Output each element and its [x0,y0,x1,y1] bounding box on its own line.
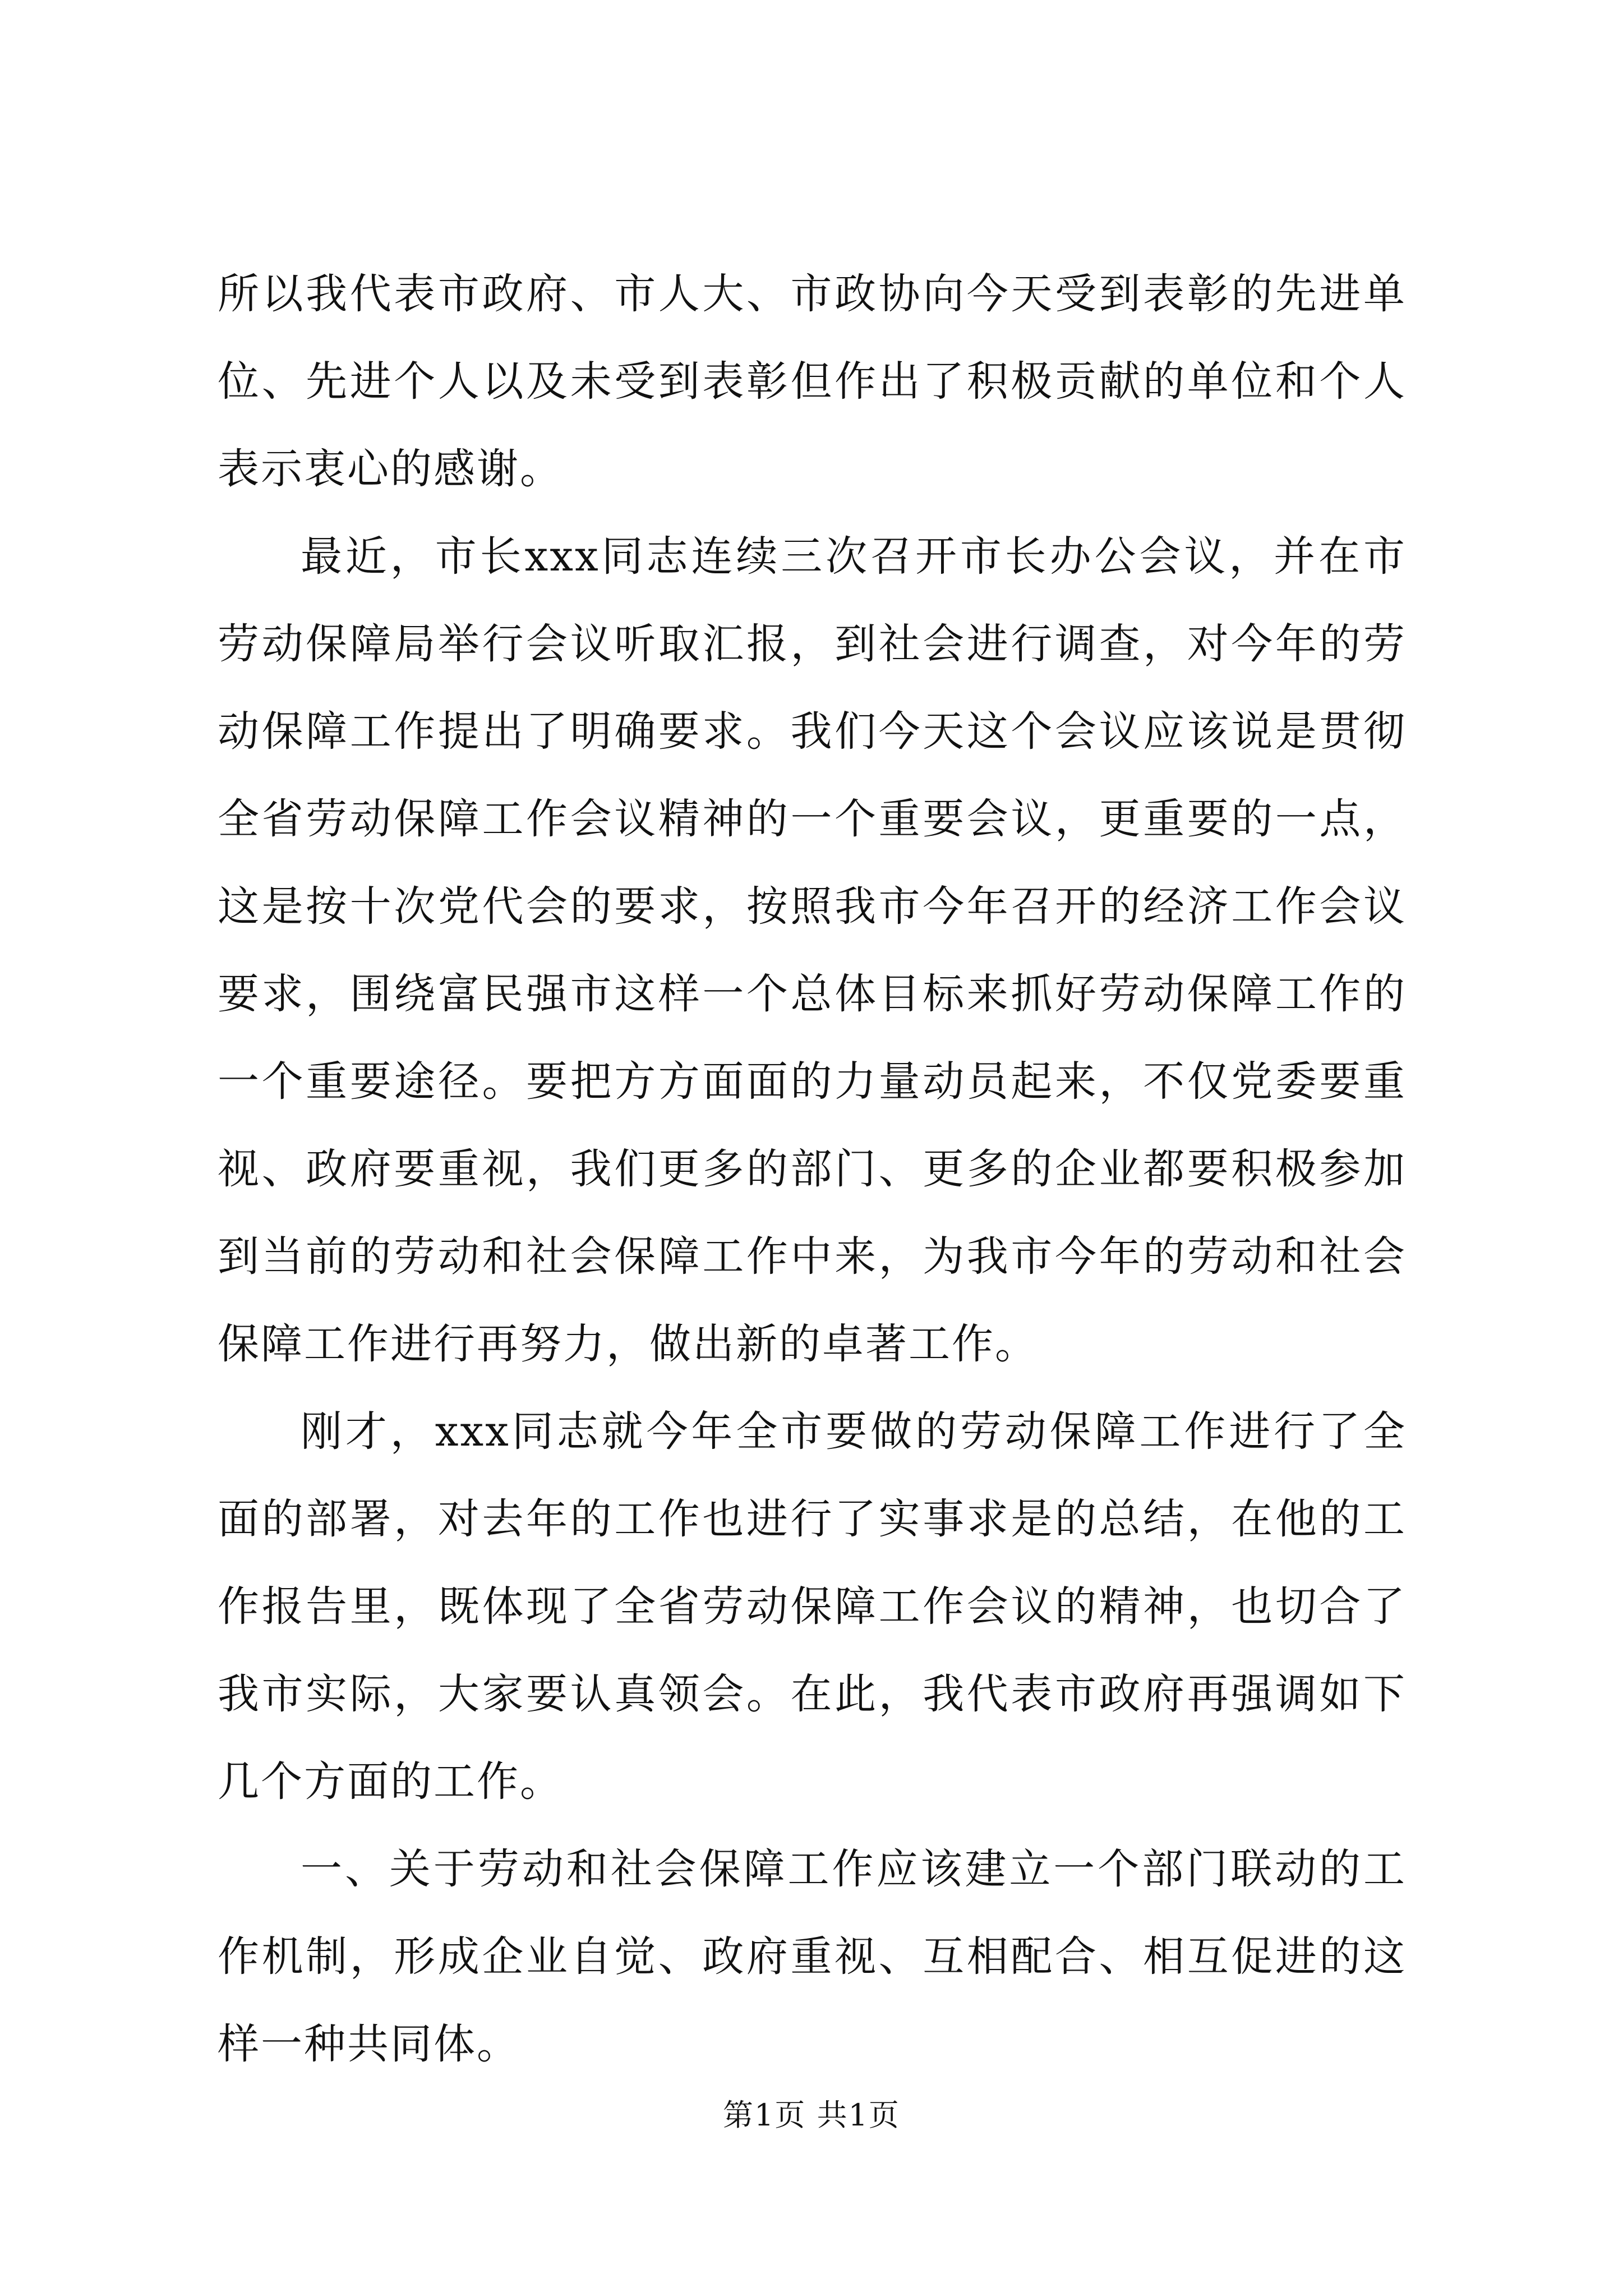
document-body [218,250,1407,2088]
paragraph-work-report: 刚才，xxx同志就今年全市要做的劳动保障工作进行了全面的部署，对去年的工作也进行了实事求是的总结，在他的工作报告里，既体现了全省劳动保障工作会议的精神，也切合了我市实际，大家要认真领会。在此，我代表市政府再强调如下几个方面的工作。 [218,1407,1407,1806]
page-footer: 第1页 共1页 [723,2097,900,2133]
paragraph-continuation: 所以我代表市政府、市人大、市政协向今天受到表彰的先进单位、先进个人以及未受到表彰但作出了积极贡献的单位和个人表示衷心的感谢。 [218,270,1407,493]
paragraph-recent-meetings: 最近，市长xxx同志连续三次召开市长办公会议，并在市劳动保障局举行会议听取汇报，到社会进行调查，对今年的劳动保障工作提出了明确要求。我们今天这个会议应该说是贯彻全省劳动保障工作会议精神的一个重要会议，更重要的一点，这是按十次党代会的要求，按照我市今年召开的经济工作会议要求，围绕富民强市这样一个总体目标来抓好劳动保障工作的一个重要途径。要把方方面面的力量动员起来，不仅党委要重视、政府要重视，我们更多的部门、更多的企业都要积极参加到当前的劳动和社会保障工作中来，为我市今年的劳动和社会保障工作进行再努力，做出新的卓著工作。 [218,532,1407,1368]
paragraph-section-one: 一、关于劳动和社会保障工作应该建立一个部门联动的工作机制，形成企业自觉、政府重视、互相配合、相互促进的这样一种共同体。 [218,1845,1407,2068]
